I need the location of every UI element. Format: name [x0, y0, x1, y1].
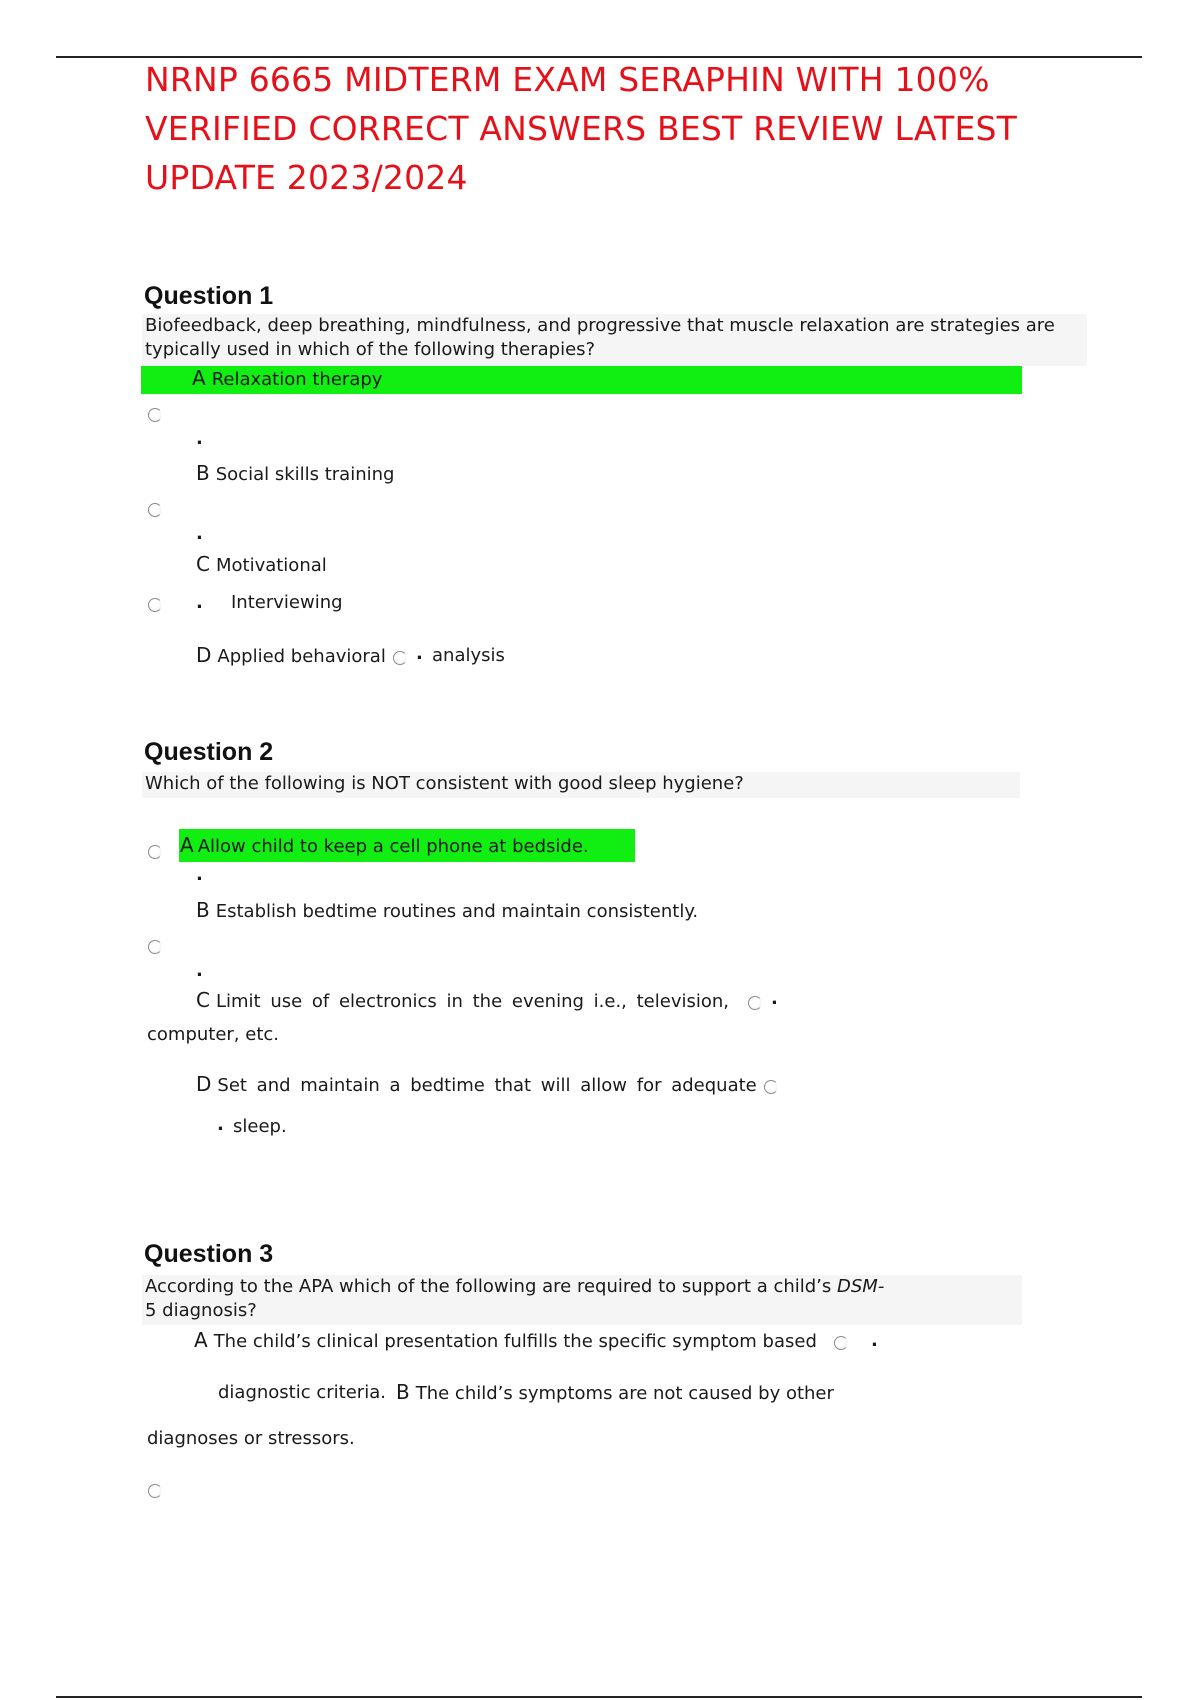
option-dot: .	[196, 960, 203, 981]
option-dot: .	[196, 864, 203, 885]
q1-option-b[interactable]	[196, 461, 394, 485]
q3-option-b-continued: diagnoses or stressors.	[147, 1428, 355, 1449]
q1-option-c[interactable]	[196, 552, 327, 576]
question-2-text: Which of the following is NOT consistent with good sleep hygiene?	[145, 773, 744, 794]
q3-option-b[interactable]	[396, 1380, 834, 1404]
option-letter: C	[196, 552, 210, 576]
option-letter: A	[192, 366, 206, 390]
q2-radio-a[interactable]	[148, 845, 162, 859]
q1-option-c-continued: Interviewing	[231, 592, 343, 613]
option-text: Set and maintain a bedtime that will allow for adequate	[217, 1075, 757, 1096]
q2-radio-d[interactable]	[764, 1080, 778, 1094]
question-2-heading: Question 2	[144, 738, 274, 766]
q2-option-d-continued: sleep.	[233, 1116, 287, 1137]
option-dot: .	[416, 643, 423, 664]
q3-radio-a[interactable]	[834, 1336, 848, 1350]
option-text: Motivational	[215, 555, 327, 576]
option-dot: .	[196, 523, 203, 544]
option-letter: B	[196, 898, 210, 922]
question-3-text	[145, 1275, 925, 1323]
q2-option-c[interactable]	[196, 988, 729, 1012]
q3-option-a[interactable]	[194, 1328, 817, 1352]
q1-option-d[interactable]	[196, 643, 386, 667]
q1-radio-d[interactable]	[393, 651, 407, 665]
question-3-text-emphasis: DSM-	[837, 1276, 885, 1297]
question-1-heading: Question 1	[144, 282, 274, 310]
option-letter: A	[194, 1328, 208, 1352]
question-3-text-part: According to the APA which of the following are required to support a child’s	[145, 1276, 838, 1297]
option-text: Applied behavioral	[217, 646, 386, 667]
question-1-text: Biofeedback, deep breathing, mindfulness, and progressive that muscle relaxation are strategies are typically used in which of the following therapies?	[145, 315, 1055, 360]
option-dot: .	[871, 1330, 878, 1351]
q2-option-d[interactable]	[196, 1072, 757, 1096]
option-letter: B	[196, 461, 210, 485]
q2-radio-b[interactable]	[148, 940, 162, 954]
option-dot: .	[196, 592, 203, 613]
option-letter: A	[180, 833, 194, 857]
question-3-text-part: 5 diagnosis?	[145, 1300, 257, 1321]
option-text: Establish bedtime routines and maintain consistently.	[215, 901, 699, 922]
q1-option-d-continued: analysis	[432, 645, 505, 666]
option-dot: .	[217, 1114, 224, 1135]
option-letter: C	[196, 988, 210, 1012]
q1-radio-c[interactable]	[148, 598, 162, 612]
option-dot: .	[771, 988, 778, 1009]
q3-option-a-continued: diagnostic criteria.	[218, 1382, 386, 1403]
option-dot: .	[196, 428, 203, 449]
option-text: Limit use of electronics in the evening i.e., television,	[215, 991, 729, 1012]
option-text: Allow child to keep a cell phone at bedside.	[197, 836, 589, 857]
q1-radio-a[interactable]	[148, 408, 162, 422]
q2-option-b[interactable]	[196, 898, 698, 922]
option-text: Social skills training	[215, 464, 395, 485]
bottom-rule	[56, 1696, 1142, 1698]
option-letter: D	[196, 643, 212, 667]
q2-option-c-continued: computer, etc.	[147, 1024, 280, 1045]
option-text: Relaxation therapy	[211, 369, 383, 390]
option-letter: B	[396, 1380, 410, 1404]
document-title: NRNP 6665 MIDTERM EXAM SERAPHIN WITH 100% VERIFIED CORRECT ANSWERS BEST REVIEW LATEST UPDATE 2023/2024	[145, 60, 1018, 197]
q2-option-a[interactable]	[180, 833, 589, 857]
option-text: The child’s symptoms are not caused by other	[415, 1383, 834, 1404]
q2-radio-c[interactable]	[748, 996, 762, 1010]
question-3-heading: Question 3	[144, 1240, 274, 1268]
option-letter: D	[196, 1072, 212, 1096]
option-text: The child’s clinical presentation fulfills the specific symptom based	[213, 1331, 817, 1352]
q1-option-a[interactable]	[192, 366, 382, 390]
q1-radio-b[interactable]	[148, 503, 162, 517]
q3-radio-b[interactable]	[148, 1484, 162, 1498]
